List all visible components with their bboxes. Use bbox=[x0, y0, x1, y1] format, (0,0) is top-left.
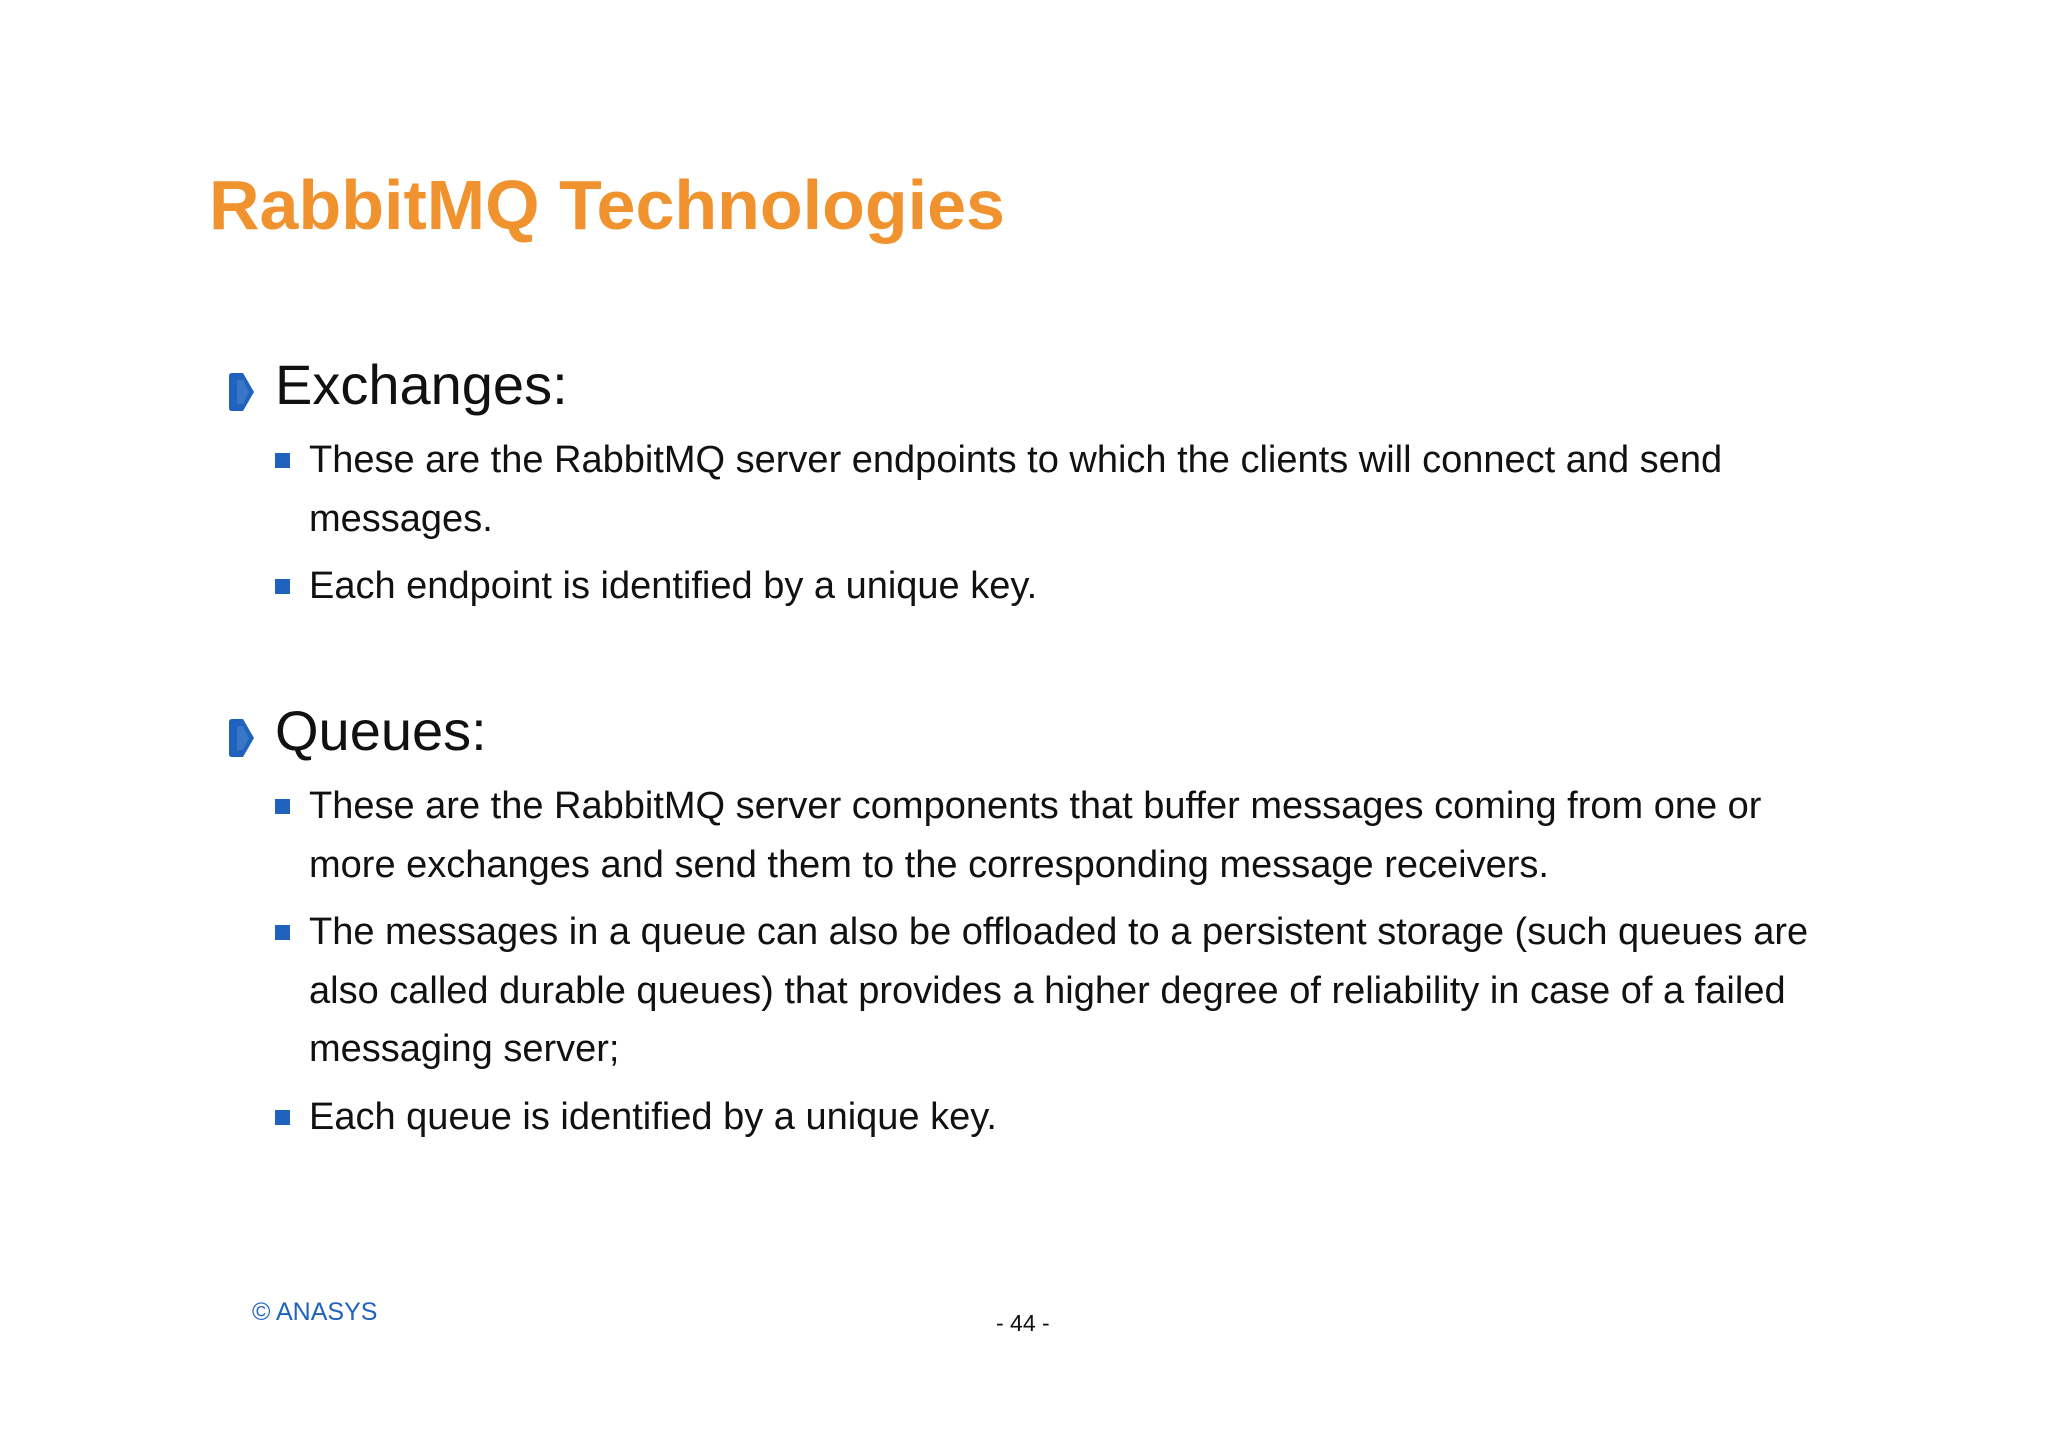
list-item bbox=[228, 777, 1849, 894]
list-item-text: The messages in a queue can also be offloaded to a persistent storage (such queues are also called durable queues) that provides a higher degree of reliability in case of a failed messaging server; bbox=[309, 911, 1809, 1070]
section-heading-label: Exchanges: bbox=[275, 353, 568, 416]
square-bullet-icon bbox=[275, 1110, 290, 1125]
list-item-text: These are the RabbitMQ server components that buffer messages coming from one or more exchanges and send them to the corresponding message receivers. bbox=[309, 785, 1762, 886]
list-item-text: Each endpoint is identified by a unique key. bbox=[309, 565, 1038, 607]
section-heading bbox=[228, 695, 1828, 767]
square-bullet-icon bbox=[275, 799, 290, 814]
list-item-text: These are the RabbitMQ server endpoints to which the clients will connect and send messages. bbox=[309, 439, 1723, 540]
list-item-text: Each queue is identified by a unique key. bbox=[309, 1095, 997, 1138]
arrow-bullet-icon bbox=[228, 371, 256, 413]
list-item bbox=[228, 903, 1849, 1079]
list-item bbox=[228, 557, 1849, 616]
list-item bbox=[228, 431, 1849, 548]
section-exchanges bbox=[228, 349, 1828, 625]
list-item bbox=[228, 1088, 1849, 1147]
section-queues bbox=[228, 695, 1828, 1155]
slide-title: RabbitMQ Technologies bbox=[209, 166, 1005, 244]
square-bullet-icon bbox=[275, 925, 290, 940]
bullet-list bbox=[228, 431, 1828, 616]
section-heading-label: Queues: bbox=[275, 699, 487, 762]
section-heading bbox=[228, 349, 1828, 421]
bullet-list bbox=[228, 777, 1828, 1146]
page-number: - 44 - bbox=[996, 1310, 1050, 1336]
footer-copyright: © ANASYS bbox=[252, 1298, 378, 1326]
arrow-bullet-icon bbox=[228, 717, 256, 759]
square-bullet-icon bbox=[275, 453, 290, 468]
square-bullet-icon bbox=[275, 579, 290, 594]
